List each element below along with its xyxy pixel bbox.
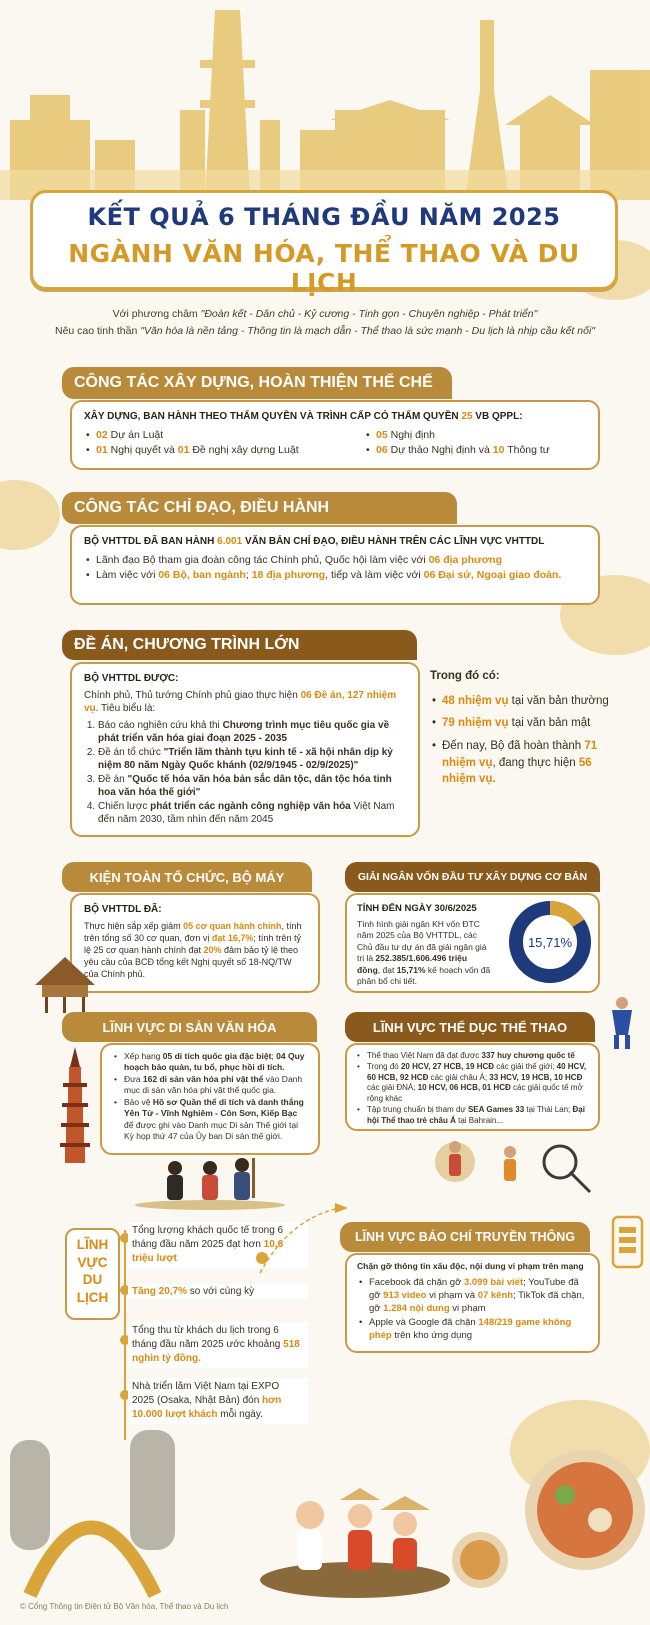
section-organization-header: KIỆN TOÀN TỔ CHỨC, BỘ MÁY [62,862,312,892]
list-item: • Lãnh đạo Bộ tham gia đoàn công tác Chính phủ, Quốc hội làm việc với 06 địa phương [84,553,586,568]
list-item: • Thể thao Việt Nam đã đạt được 337 huy chương quốc tế [355,1051,590,1062]
section-institution-card [70,400,600,470]
list-item: • Facebook đã chặn gỡ 3.099 bài viết; YouTube đã gỡ 913 video vi phạm và 07 kênh; TikTok đã chặn, gỡ 1.284 nội dung vi phạm [357,1276,588,1316]
phone-icon [610,1215,645,1270]
tourism-item-2: Tăng 20,7% so với cùng kỳ [128,1284,308,1299]
list-item: • Apple và Google đã chặn 148/219 game không phép trên kho ứng dụng [357,1316,588,1343]
page-subtitle: NGÀNH VĂN HÓA, THỂ THAO VÀ DU LỊCH [68,239,580,297]
motto-line-2: Nêu cao tinh thần "Văn hóa là nền tảng - Thông tin là mạch dẫn - Thể thao là sức mạnh - Du lịch là nhịp cầu kết nối" [54,325,596,337]
list-item: • 06 Dự thảo Nghị định và 10 Thông tư [364,443,550,458]
section-investment-header: GIẢI NGÂN VỐN ĐẦU TƯ XÂY DỰNG CƠ BẢN [345,862,600,892]
section-sports-card [345,1043,600,1131]
pagoda-illustration [55,1045,95,1165]
investment-ring-chart [505,897,595,987]
section-direction-card [70,525,600,605]
list-item: • Tập trung chuẩn bị tham dự SEA Games 33 tại Thái Lan; Đại hội Thể thao trẻ châu Á tại Bahrain... [355,1105,590,1127]
investment-text: Tình hình giải ngân KH vốn ĐTC năm 2025 của Bộ VHTTDL, các Chủ đầu tư dự án đã giải ngân giá trị là 252.385/1.606.496 triệu đồng, đạt 15,71% kế hoạch vốn đã phân bổ chi tiết. [357,918,491,987]
section-direction-header: CÔNG TÁC CHỈ ĐẠO, ĐIỀU HÀNH [62,492,457,524]
list-item: • Đến nay, Bộ đã hoàn thành 71 nhiệm vụ, đang thực hiện 56 nhiệm vụ. [430,738,610,788]
section-programs-card [70,662,420,837]
list-item: • 05 Nghị định [364,428,550,443]
press-lead: Chặn gỡ thông tin xấu độc, nội dung vi phạm trên mạng [357,1261,584,1271]
bottom-illustrations [0,1420,650,1600]
section-press-header: LĨNH VỰC BÁO CHÍ TRUYỀN THÔNG [340,1222,590,1252]
ring-label: 15,71% [527,935,573,950]
section-institution-header: CÔNG TÁC XÂY DỰNG, HOÀN THIỆN THỂ CHẾ [62,367,452,399]
flight-path-icon [250,1198,350,1278]
tourism-label: LĨNH VỰC DU LỊCH [65,1228,120,1320]
motto-line-1: Với phương châm "Đoàn kết - Dân chủ - Kỷ cương - Tinh gọn - Chuyên nghiệp - Phát triển" [112,308,538,320]
investment-lead: TÍNH ĐẾN NGÀY 30/6/2025 [357,903,477,914]
title-banner [30,190,618,297]
sports-illustration [420,1132,605,1207]
list-item: 1. Báo cáo nghiên cứu khả thi Chương trình mục tiêu quốc gia về phát triển văn hóa giai đoạn 2025 - 2035 [98,719,406,746]
list-item: • 48 nhiệm vụ tại văn bản thường [430,693,610,710]
section-organization-card [70,893,320,993]
direction-lead: BỘ VHTTDL ĐÃ BAN HÀNH 6.001 VĂN BẢN CHỈ ĐẠO, ĐIỀU HÀNH TRÊN CÁC LĨNH VỰC VHTTDL [84,536,545,547]
section-press-card [345,1253,600,1353]
list-item: • Trong đó 20 HCV, 27 HCB, 19 HCĐ các giải thế giới; 40 HCV, 60 HCB, 92 HCĐ các giải châu Á; 33 HCV, 19 HCB, 10 HCĐ các giải ĐNÁ; 10 HCV, 06 HCB, 01 HCĐ các giải quốc tế mở rộng khác [355,1062,590,1105]
tourism-item-1: Tổng lượng khách quốc tế trong 6 tháng đầu năm 2025 đạt hơn 10,6 triệu lượt [128,1222,308,1268]
footer-copyright: © Cổng Thông tin Điện tử Bộ Văn hóa, Thể thao và Du lịch [20,1602,229,1611]
list-item: 4. Chiến lược phát triển các ngành công nghiệp văn hóa Việt Nam đến năm 2030, tầm nhìn đến năm 2045 [98,800,406,827]
list-item: • Xếp hạng 05 di tích quốc gia đặc biệt; 04 Quy hoạch bảo quản, tu bổ, phục hồi di tích. [112,1051,308,1074]
section-programs-header: ĐỀ ÁN, CHƯƠNG TRÌNH LỚN [62,630,417,660]
martial-arts-illustration [598,995,638,1050]
cloud-decoration [0,480,60,550]
organization-text: Thực hiện sắp xếp giảm 05 cơ quan hành chính, tính trên tổng số 30 cơ quan, đơn vị đạt 16,7%; tính trên tỷ lệ 25 cơ quan hành chính đạt 20% đảm bảo tỷ lệ theo yêu cầu của BCĐ tổng kết Nghị quyết số 18-NQ/TW của Chính phủ. [84,920,302,980]
section-sports-header: LĨNH VỰC THỂ DỤC THỂ THAO [345,1012,595,1042]
programs-lead: BỘ VHTTDL ĐƯỢC: [84,673,179,684]
list-item: • Bảo vệ Hồ sơ Quần thể di tích và danh thắng Yên Tử - Vĩnh Nghiêm - Côn Sơn, Kiếp Bạc để được ghi vào Danh mục Di sản Thế giới tại Kỳ họp thứ 47 của Ủy ban Di sản thế giới. [112,1097,308,1143]
programs-side-panel: Trong đó có: • 48 nhiệm vụ tại văn bản thường • 79 nhiệm vụ tại văn bản mật • Đến nay, Bộ đã hoàn thành 71 nhiệm vụ, đang thực hiện 56 nhiệm vụ. [430,668,610,788]
skyline-illustration [0,0,650,200]
section-heritage-header: LĨNH VỰC DI SẢN VĂN HÓA [62,1012,317,1042]
list-item: 3. Đề án "Quốc tế hóa văn hóa bản sắc dân tộc, dân tộc hóa tinh hoa văn hóa thế giới" [98,773,406,800]
page-title: KẾT QUẢ 6 THÁNG ĐẦU NĂM 2025 [87,203,561,231]
list-item: 2. Đề án tổ chức "Triển lãm thành tựu kinh tế - xã hội nhân dịp kỷ niệm 80 năm Ngày Quốc khánh (02/9/1945 - 02/9/2025)" [98,746,406,773]
stilt-house-illustration [30,955,100,1015]
programs-intro: Chính phủ, Thủ tướng Chính phủ giao thực hiện 06 Đề án, 127 nhiệm vụ. Tiêu biểu là: [84,689,397,714]
institution-lead: XÂY DỰNG, BAN HÀNH THEO THẨM QUYỀN VÀ TRÌNH CẤP CÓ THẨM QUYỀN 25 VB QPPL: [84,411,523,422]
tourism-item-4: Nhà triển lãm Việt Nam tại EXPO 2025 (Osaka, Nhật Bản) đón hơn 10.000 lượt khách mỗi ngày. [128,1378,308,1424]
list-item: • 01 Nghị quyết và 01 Đề nghị xây dựng Luật [84,443,364,458]
list-item: • 79 nhiệm vụ tại văn bản mật [430,715,610,732]
list-item: • 02 Dự án Luật [84,428,364,443]
tourism-item-3: Tổng thu từ khách du lịch trong 6 tháng đầu năm 2025 ước khoảng 518 nghìn tỷ đồng. [128,1322,308,1368]
section-heritage-card [100,1043,320,1155]
list-item: • Làm việc với 06 Bộ, ban ngành; 18 địa phương, tiếp và làm việc với 06 Đại sứ, Ngoại giao đoàn. [84,568,586,583]
organization-lead: BỘ VHTTDL ĐÃ: [84,904,162,915]
list-item: • Đưa 162 di sản văn hóa phi vật thể vào Danh mục di sản văn hóa phi vật thể quốc gia. [112,1074,308,1097]
